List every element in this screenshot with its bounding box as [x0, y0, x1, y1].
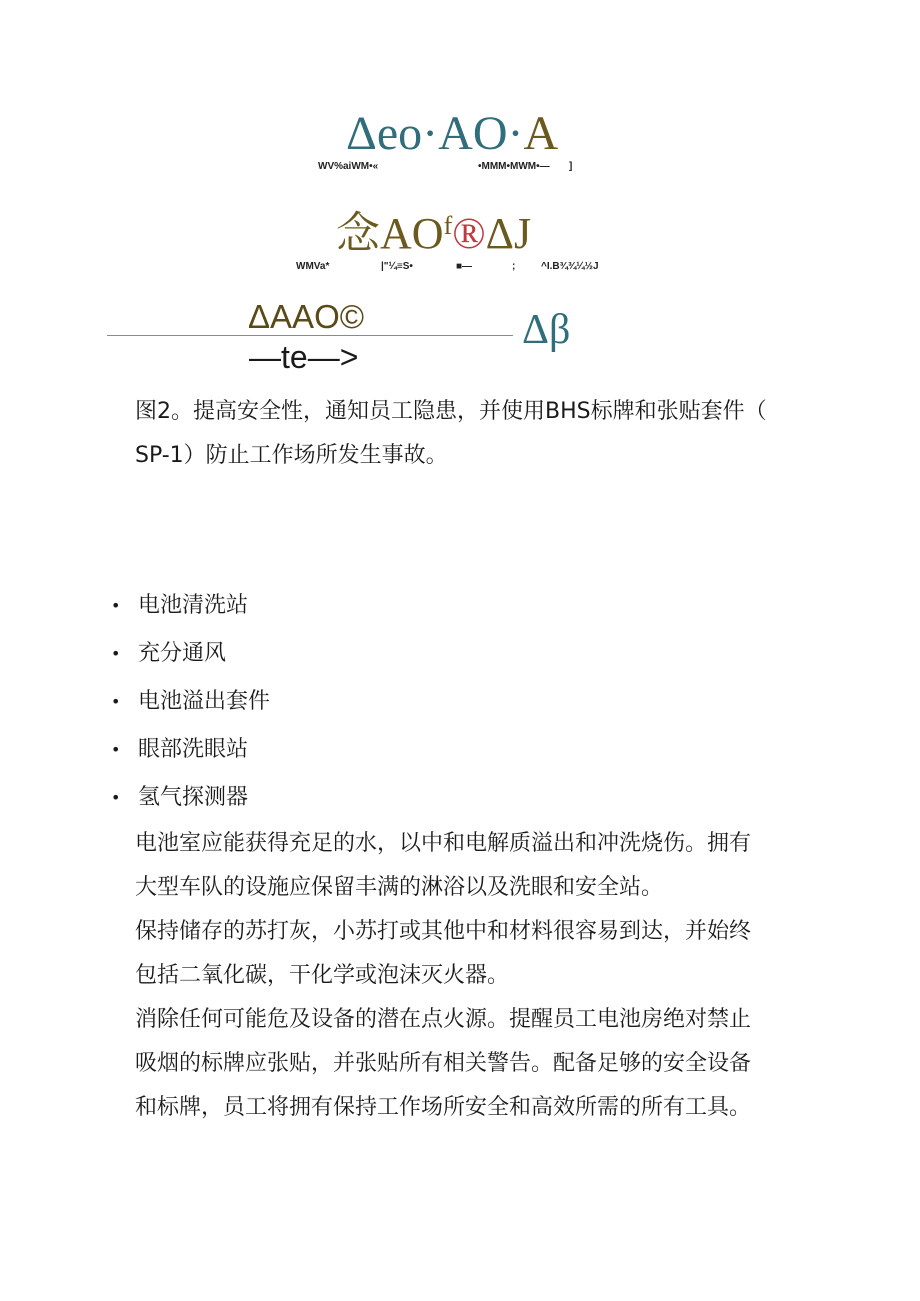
- equipment-list: [0, 582, 270, 822]
- body-line: 消除任何可能危及设备的潜在点火源。提醒员工电池房绝对禁止: [135, 1007, 752, 1032]
- sign-1-part-2: ·AO·: [422, 107, 524, 160]
- sign-1-caption: •MMM•MWM•—: [478, 161, 550, 172]
- list-item: [0, 726, 270, 774]
- list-item-label: 氢气探测器: [138, 785, 249, 810]
- figure-caption: [135, 390, 795, 478]
- sign-2-caption: |"¼≡S•: [381, 261, 413, 272]
- body-line: 大型车队的设施应保留丰满的淋浴以及洗眼和安全站。: [135, 875, 664, 900]
- list-item: [0, 582, 270, 630]
- sign-2-part-1: 念AO: [336, 209, 444, 258]
- list-item-label: 电池溢出套件: [138, 689, 271, 714]
- figure-sign-1: [346, 106, 558, 162]
- list-item: [0, 630, 270, 678]
- bullet-icon: •: [111, 596, 121, 615]
- body-text: [135, 822, 795, 1130]
- sign-2-caption: ■—: [456, 261, 473, 272]
- figure-sign-4: Δβ: [522, 307, 571, 353]
- sign-2-caption: ^I.B¾¾¼½J: [541, 261, 599, 272]
- body-line: 吸烟的标牌应张贴，并张贴所有相关警告。配备足够的安全设备: [135, 1051, 752, 1076]
- sign-1-caption: WV%aiWM•«: [318, 161, 379, 172]
- figure-sign-5: —te—>: [249, 339, 359, 375]
- sign-2-caption: WMVa*: [296, 261, 330, 272]
- sign-1-part-1: Δeo: [346, 107, 423, 160]
- list-item-label: 电池清洗站: [138, 593, 249, 618]
- bullet-icon: •: [111, 740, 121, 759]
- body-line: 包括二氧化碳，干化学或泡沫灭火器。: [135, 963, 510, 988]
- sign-1-caption: ]: [569, 161, 573, 172]
- caption-line: 图2。提高安全性，通知员工隐患，并使用BHS标牌和张贴套件（: [135, 399, 767, 424]
- body-line: 电池室应能获得充足的水，以中和电解质溢出和冲洗烧伤。拥有: [135, 831, 752, 856]
- bullet-icon: •: [111, 788, 121, 807]
- caption-line: SP-1）防止工作场所发生事故。: [135, 443, 448, 468]
- list-item: [0, 678, 270, 726]
- body-line: 和标牌，员工将拥有保持工作场所安全和高效所需的所有工具。: [135, 1095, 752, 1120]
- registered-icon: ®: [452, 209, 486, 258]
- list-item-label: 眼部洗眼站: [138, 737, 249, 762]
- bullet-icon: •: [111, 644, 121, 663]
- list-item: [0, 774, 270, 822]
- sign-2-superscript: f: [443, 211, 453, 240]
- list-item-label: 充分通风: [138, 641, 227, 666]
- sign-1-part-3: A: [523, 107, 559, 160]
- figure-sign-3: ΔAAO©: [248, 298, 365, 335]
- body-line: 保持储存的苏打灰，小苏打或其他中和材料很容易到达，并始终: [135, 919, 752, 944]
- bullet-icon: •: [111, 692, 121, 711]
- sign-2-part-2: ΔJ: [485, 209, 532, 258]
- sign-2-caption: ;: [512, 261, 516, 272]
- figure-divider: [107, 335, 513, 336]
- figure-sign-2: [336, 199, 531, 261]
